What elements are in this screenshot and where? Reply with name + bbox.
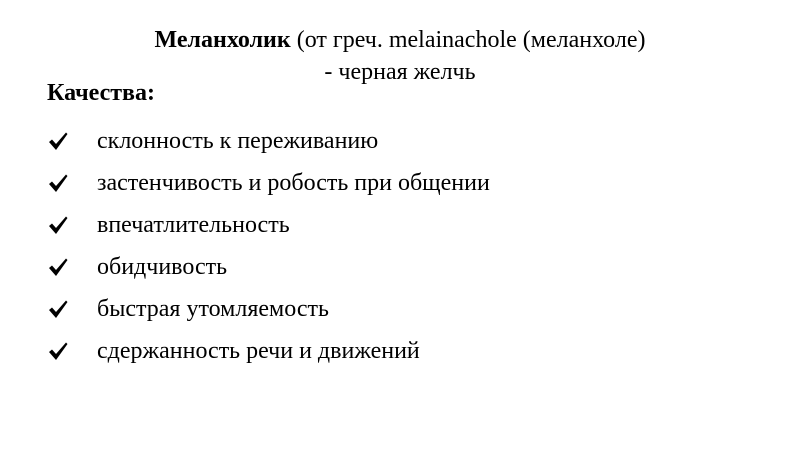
list-item-text: быстрая утомляемость: [97, 296, 329, 322]
title-line-1: [100, 24, 700, 56]
list-item-text: застенчивость и робость при общении: [97, 170, 490, 196]
list-item: [47, 246, 490, 288]
checkmark-icon: [47, 256, 69, 278]
list-item-text: сдержанность речи и движений: [97, 338, 420, 364]
list-item: [47, 120, 490, 162]
list-item: [47, 330, 490, 372]
list-item: [47, 288, 490, 330]
qualities-list: [47, 120, 490, 372]
list-item-text: склонность к переживанию: [97, 128, 379, 154]
list-item-text: впечатлительность: [97, 212, 290, 238]
list-item-text: обидчивость: [97, 254, 228, 280]
list-item: [47, 162, 490, 204]
section-heading: Качества:: [47, 80, 155, 106]
page-title: [100, 24, 700, 88]
title-term: Меланхолик: [154, 27, 291, 53]
checkmark-icon: [47, 172, 69, 194]
checkmark-icon: [47, 298, 69, 320]
list-item: [47, 204, 490, 246]
title-etymology: (от греч. melainachole (меланхоле): [290, 27, 646, 53]
title-line-2: - черная желчь: [324, 59, 476, 85]
checkmark-icon: [47, 214, 69, 236]
checkmark-icon: [47, 340, 69, 362]
checkmark-icon: [47, 130, 69, 152]
